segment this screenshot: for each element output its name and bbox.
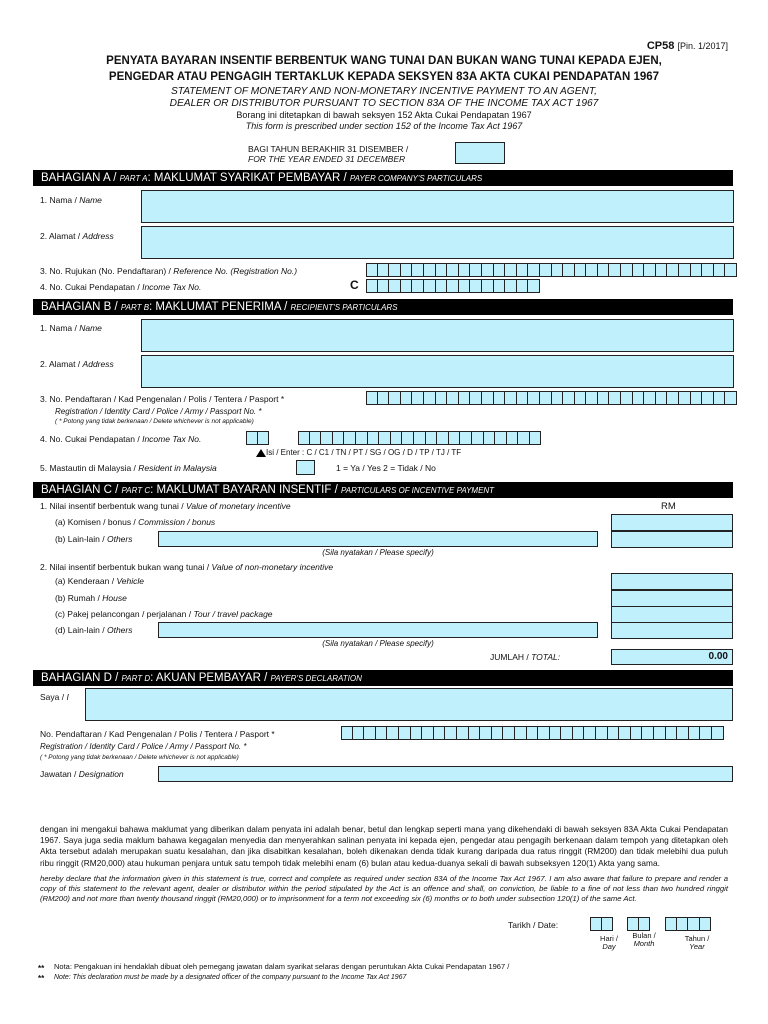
part-d-reg-label: No. Pendaftaran / Kad Pengenalan / Polis / Tentera / Pasport * bbox=[40, 729, 275, 739]
tax-prefix-c: C bbox=[350, 278, 359, 292]
title-my-line-1: PENYATA BAYARAN INSENTIF BERBENTUK WANG TUNAI DAN BUKAN WANG TUNAI KEPADA EJEN, bbox=[106, 55, 662, 67]
part-b-tax-label: 4. No. Cukai Pendapatan / Income Tax No. bbox=[40, 434, 202, 444]
day-caption: Hari / Day bbox=[600, 934, 618, 952]
part-d-header: BAHAGIAN D / PART D: AKUAN PEMBAYAR / PAYER'S DECLARATION bbox=[33, 670, 733, 686]
date-month-boxes[interactable] bbox=[627, 917, 650, 931]
part-a-address-label: 2. Alamat / Address bbox=[40, 231, 114, 241]
total-amount-field[interactable]: 0.00 bbox=[611, 649, 733, 665]
declaration-my: dengan ini mengakui bahawa maklumat yang diberikan dalam penyata ini adalah benar, betul dan lengkap seperti mana yang dikehendaki di bawah seksyen 83A Akta Cukai Pendapatan 1967. Saya juga sedia maklum bahawa kegagalan menyedia dan menyerahkan salinan penyata ini kepada ejen, pengedar atau pengagih berkenaan dalam tempoh yang ditetapkan oleh Akta tersebut adalah merupakan suatu kesalahan, dan jika disabitkan kesalahan, boleh dikenakan denda tidak kurang daripada dua ratus ringgit (RM200) dan tidak melebihi dua puluh ribu ringgit (RM20,000) atau hukuman penjara untuk satu tempoh tidak melebihi enam (6) bulan atau kedua-duanya sekali di bawah subseksyen 120(1) Akta yang sama. bbox=[40, 824, 728, 868]
part-a-header: BAHAGIAN A / PART A: MAKLUMAT SYARIKAT PEMBAYAR / PAYER COMPANY'S PARTICULARS bbox=[33, 170, 733, 186]
designation-label: Jawatan / Designation bbox=[40, 769, 124, 779]
specify-note-1: (Sila nyatakan / Please specify) bbox=[322, 548, 434, 557]
part-b-reg-en: Registration / Identity Card / Police / Army / Passport No. * bbox=[55, 407, 262, 416]
footer-note-en: Note: This declaration must be made by a designated officer of the company pursuant to the Income Tax Act 1967 bbox=[54, 974, 407, 981]
recipient-name-field[interactable] bbox=[141, 319, 734, 352]
tour-label: (c) Pakej pelancongan / perjalanan / Tour / travel package bbox=[55, 609, 273, 619]
house-label: (b) Rumah / House bbox=[55, 593, 127, 603]
commission-amount-field[interactable] bbox=[611, 514, 733, 531]
part-c-header: BAHAGIAN C / PART C: MAKLUMAT BAYARAN INSENTIF / PARTICULARS OF INCENTIVE PAYMENT bbox=[33, 482, 733, 498]
part-b-reg-note: ( * Potong yang tidak berkenaan / Delete whichever is not applicable) bbox=[55, 418, 254, 425]
payer-tax-boxes[interactable] bbox=[366, 279, 540, 293]
recipient-address-field[interactable] bbox=[141, 355, 734, 388]
tour-amount-field[interactable] bbox=[611, 606, 733, 623]
year-label-en: FOR THE YEAR ENDED 31 DECEMBER bbox=[248, 154, 406, 164]
part-d-reg-en: Registration / Identity Card / Police / Army / Passport No. * bbox=[40, 742, 247, 751]
declarant-name-field[interactable] bbox=[85, 688, 733, 721]
others-nonmonetary-specify-field[interactable] bbox=[158, 622, 598, 638]
payer-ref-boxes[interactable] bbox=[366, 263, 737, 277]
date-label: Tarikh / Date: bbox=[508, 920, 559, 930]
footer-marker-2: ** bbox=[38, 974, 45, 983]
part-b-header: BAHAGIAN B / PART B: MAKLUMAT PENERIMA / RECIPIENT'S PARTICULARS bbox=[33, 299, 733, 315]
date-day-boxes[interactable] bbox=[590, 917, 613, 931]
payer-address-field[interactable] bbox=[141, 226, 734, 259]
saya-label: Saya / I bbox=[40, 692, 69, 702]
month-caption: Bulan / Month bbox=[632, 931, 656, 949]
recipient-reg-boxes[interactable] bbox=[366, 391, 737, 405]
part-a-name-label: 1. Nama / Name bbox=[40, 195, 102, 205]
pointer-up-icon bbox=[256, 449, 266, 457]
recipient-tax-type-boxes[interactable] bbox=[246, 431, 269, 445]
others-monetary-amount-field[interactable] bbox=[611, 531, 733, 548]
vehicle-label: (a) Kenderaan / Vehicle bbox=[55, 576, 145, 586]
part-b-reg-label: 3. No. Pendaftaran / Kad Pengenalan / Polis / Tentera / Pasport * bbox=[40, 394, 285, 404]
part-c-monetary-label: 1. Nilai insentif berbentuk wang tunai / Value of monetary incentive bbox=[40, 501, 291, 511]
currency-label: RM bbox=[661, 501, 676, 512]
part-b-resident-label: 5. Mastautin di Malaysia / Resident in Malaysia bbox=[40, 463, 217, 473]
recipient-tax-boxes[interactable] bbox=[298, 431, 541, 445]
part-a-tax-label: 4. No. Cukai Pendapatan / Income Tax No. bbox=[40, 282, 202, 292]
title-my-line-2: PENGEDAR ATAU PENGAGIH TERTAKLUK KEPADA SEKSYEN 83A AKTA CUKAI PENDAPATAN 1967 bbox=[108, 71, 660, 83]
part-b-enter-codes: Isi / Enter : C / C1 / TN / PT / SG / OG / D / TP / TJ / TF bbox=[266, 448, 462, 457]
house-amount-field[interactable] bbox=[611, 590, 733, 607]
resident-field[interactable] bbox=[296, 460, 315, 475]
declarant-reg-boxes[interactable] bbox=[341, 726, 724, 740]
prescribed-my: Borang ini ditetapkan di bawah seksyen 152 Akta Cukai Pendapatan 1967 bbox=[236, 110, 532, 120]
part-b-resident-options: 1 = Ya / Yes 2 = Tidak / No bbox=[336, 463, 436, 473]
title-en-line-1: STATEMENT OF MONETARY AND NON-MONETARY INCENTIVE PAYMENT TO AN AGENT, bbox=[170, 86, 598, 97]
prescribed-en: This form is prescribed under section 152 of the Income Tax Act 1967 bbox=[245, 121, 523, 131]
date-year-boxes[interactable] bbox=[665, 917, 711, 931]
form-code: CP58 [Pin. 1/2017] bbox=[646, 40, 728, 52]
part-a-ref-label: 3. No. Rujukan (No. Pendaftaran) / Reference No. (Registration No.) bbox=[40, 266, 298, 276]
part-b-address-label: 2. Alamat / Address bbox=[40, 359, 114, 369]
specify-note-2: (Sila nyatakan / Please specify) bbox=[322, 639, 434, 648]
part-d-reg-note: ( * Potong yang tidak berkenaan / Delete whichever is not applicable) bbox=[40, 754, 239, 761]
part-b-name-label: 1. Nama / Name bbox=[40, 323, 102, 333]
footer-marker-1: ** bbox=[38, 964, 45, 973]
others-monetary-specify-field[interactable] bbox=[158, 531, 598, 547]
year-caption: Tahun / Year bbox=[684, 934, 710, 952]
commission-label: (a) Komisen / bonus / Commission / bonus bbox=[55, 517, 216, 527]
title-en-line-2: DEALER OR DISTRIBUTOR PURSUANT TO SECTION 83A OF THE INCOME TAX ACT 1967 bbox=[169, 98, 599, 109]
year-label-my: BAGI TAHUN BERAKHIR 31 DISEMBER / bbox=[248, 144, 409, 154]
others-nonmonetary-amount-field[interactable] bbox=[611, 622, 733, 639]
total-label: JUMLAH / TOTAL: bbox=[490, 652, 561, 662]
payer-name-field[interactable] bbox=[141, 190, 734, 223]
others-nonmonetary-label: (d) Lain-lain / Others bbox=[55, 625, 133, 635]
footer-note-my: Nota: Pengakuan ini hendaklah dibuat oleh pemegang jawatan dalam syarikat selaras dengan peruntukan Akta Cukai Pendapatan 1967 / bbox=[54, 962, 510, 971]
declaration-en: hereby declare that the information given in this statement is true, correct and complete as required under section 83A of the Income Tax Act 1967. I am also aware that failure to prepare and render a copy of this statement to the relevant agent, dealer or distributor within the period stipulated by the Act is an offence and shall, on conviction, be liable to a fine of not less than two hundred ringgit (RM200) and not more than twenty thousand ringgit (RM20,000) or to imprisonment for a term not exceeding six (6) months or to both under subsection 120(1) of the same Act. bbox=[40, 874, 728, 903]
part-c-nonmonetary-label: 2. Nilai insentif berbentuk bukan wang tunai / Value of non-monetary incentive bbox=[40, 562, 334, 572]
year-field[interactable] bbox=[455, 142, 505, 164]
vehicle-amount-field[interactable] bbox=[611, 573, 733, 590]
designation-field[interactable] bbox=[158, 766, 733, 782]
others-monetary-label: (b) Lain-lain / Others bbox=[55, 534, 133, 544]
